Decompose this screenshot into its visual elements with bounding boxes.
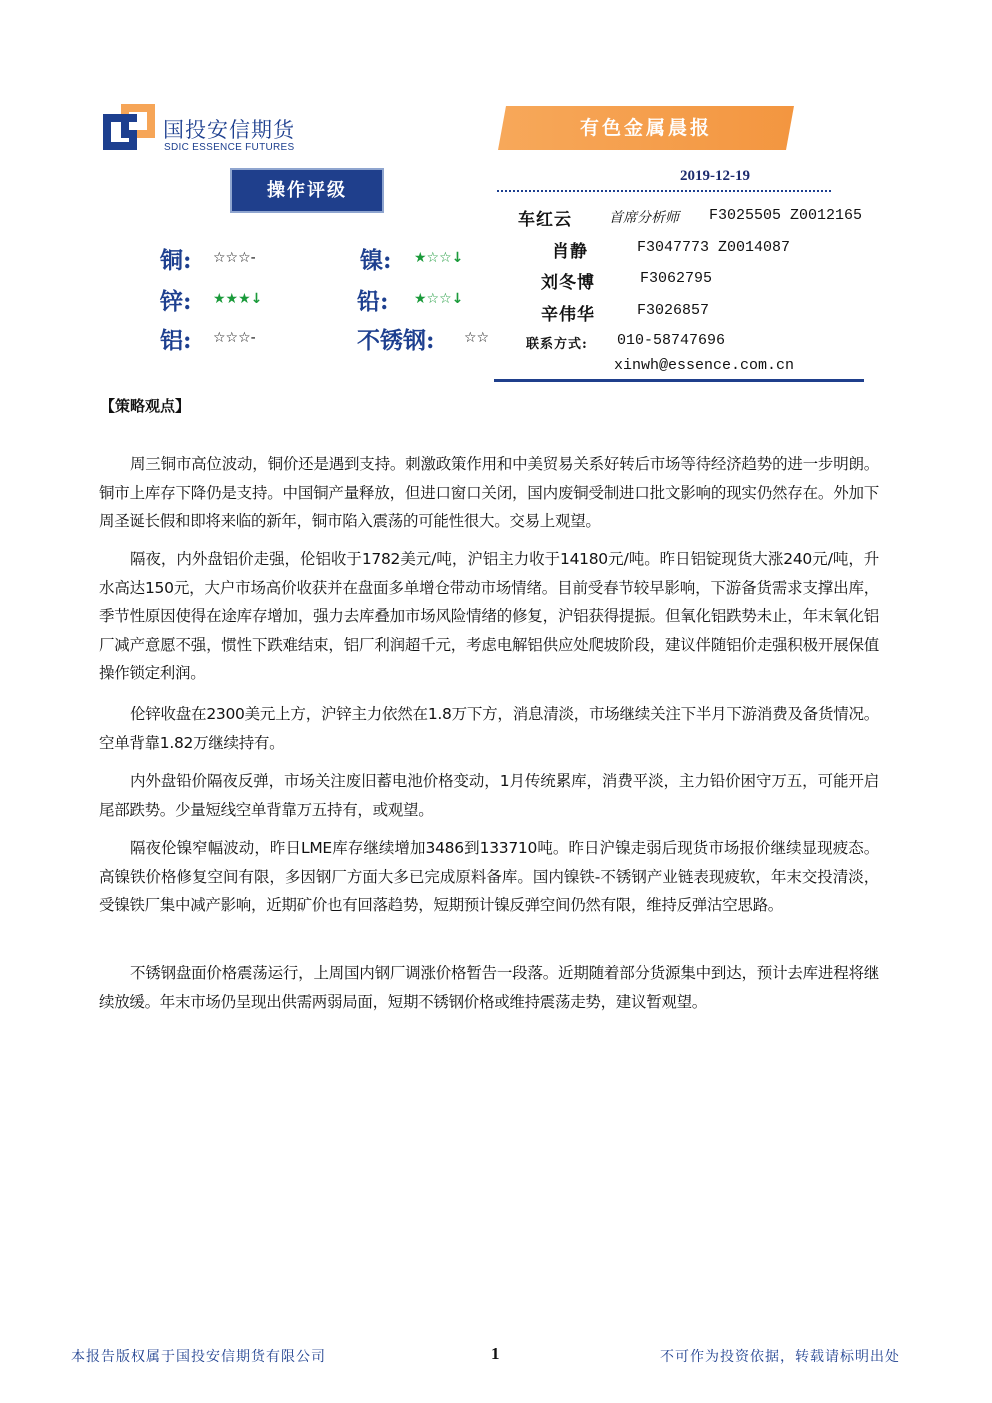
metal-lead-rating — [414, 291, 463, 307]
paragraph-aluminum: 隔夜，内外盘铝价走强，伦铝收于1782美元/吨，沪铝主力收于14180元/吨。昨日铝锭现货大涨240元/吨，升水高达150元，大户市场高价收获并在盘面多单增仓带动市场情绪。目前受春节较早影响，下游备货需求支撑出库，季节性原因使得在途库存增加，强力去库叠加市场风险情绪的修复，沪铝获得提振。但氧化铝跌势未止，年末氧化铝厂减产意愿不强，惯性下跌难结束，铝厂利润超千元，考虑电解铝供应处爬坡阶段，建议伴随铝价走强积极开展保值操作锁定利润。 — [99, 550, 879, 682]
report-banner — [498, 106, 794, 150]
contact-email[interactable]: xinwh@essence.com.cn — [614, 357, 795, 374]
contact-label: 联系方式: — [526, 337, 588, 352]
metal-stainless-rating — [464, 330, 492, 346]
rating-symbol: ↓ — [250, 291, 263, 307]
rating-symbol: ★☆☆ — [414, 250, 452, 266]
dotted-divider — [497, 190, 831, 192]
rating-symbol: ☆☆☆ — [213, 250, 251, 266]
metal-aluminum-label: 铝: — [160, 327, 192, 354]
metal-copper-label: 铜: — [160, 247, 192, 274]
metal-nickel-label: 镍: — [360, 247, 392, 274]
logo-english-name: SDIC ESSENCE FUTURES — [164, 142, 295, 153]
rating-symbol: ↓ — [451, 291, 464, 307]
metal-lead-label: 铅: — [357, 288, 389, 315]
rating-symbol: ☆☆☆ — [213, 330, 251, 346]
footer-disclaimer: 不可作为投资依据，转载请标明出处 — [660, 1349, 900, 1365]
analyst-license: F3025505 Z0012165 — [709, 207, 863, 224]
paragraph-lead: 内外盘铅价隔夜反弹，市场关注废旧蓄电池价格变动，1月传统累库，消费平淡，主力铅价困守万五，可能开启尾部跌势。少量短线空单背靠万五持有，或观望。 — [99, 772, 879, 819]
rating-label-box: 操作评级 — [230, 168, 384, 213]
analyst-license: F3047773 Z0014087 — [637, 239, 791, 256]
rating-symbol: ↓ — [451, 250, 464, 266]
contact-phone: 010-58747696 — [617, 332, 726, 349]
rating-symbol: ★★★ — [213, 291, 251, 307]
report-date: 2019-12-19 — [680, 168, 750, 184]
metal-stainless-label: 不锈钢: — [357, 327, 435, 354]
metal-aluminum-rating — [213, 330, 256, 346]
paragraph-nickel: 隔夜伦镍窄幅波动，昨日LME库存继续增加3486到133710吨。昨日沪镍走弱后现货市场报价继续显现疲态。高镍铁价格修复空间有限，多因钢厂方面大多已完成原料备库。国内镍铁-不锈钢产业链表现疲软，年末交投清淡，受镍铁厂集中减产影响，近期矿价也有回落趋势，短期预计镍反弹空间仍然有限，维持反弹沽空思路。 — [99, 839, 879, 914]
analyst-license: F3026857 — [637, 302, 710, 319]
logo-mark-icon — [103, 104, 155, 152]
analyst-name: 辛伟华 — [541, 305, 595, 325]
company-logo — [103, 104, 313, 156]
logo-chinese-name: 国投安信期货 — [163, 118, 295, 142]
analyst-name: 刘冬博 — [541, 273, 595, 293]
rating-symbol: - — [250, 330, 256, 346]
rating-symbol: ☆☆ — [464, 330, 490, 346]
paragraph-copper: 周三铜市高位波动，铜价还是遇到支持。刺激政策作用和中美贸易关系好转后市场等待经济趋势的进一步明朗。铜市上库存下降仍是支持。中国铜产量释放，但进口窗口关闭，国内废铜受制进口批文影响的现实仍然存在。外加下周圣诞长假和即将来临的新年，铜市陷入震荡的可能性很大。交易上观望。 — [99, 455, 879, 530]
report-title: 有色金属晨报 — [579, 117, 712, 139]
paragraph-zinc: 伦锌收盘在2300美元上方，沪锌主力依然在1.8万下方，消息清淡，市场继续关注下半月下游消费及备货情况。空单背靠1.82万继续持有。 — [99, 705, 879, 752]
rating-symbol: - — [250, 250, 256, 266]
metal-zinc-label: 锌: — [160, 288, 192, 315]
analyst-name: 肖静 — [552, 242, 588, 262]
header-separator — [494, 379, 864, 382]
metal-zinc-rating — [213, 291, 262, 307]
metal-nickel-rating — [414, 250, 463, 266]
paragraph-stainless: 不锈钢盘面价格震荡运行，上周国内钢厂调涨价格暂告一段落。近期随着部分货源集中到达，预计去库进程将继续放缓。年末市场仍呈现出供需两弱局面，短期不锈钢价格或维持震荡走势，建议暂观望。 — [99, 964, 879, 1011]
analyst-name: 车红云 — [518, 210, 572, 230]
footer-copyright: 本报告版权属于国投安信期货有限公司 — [71, 1349, 326, 1365]
metal-copper-rating — [213, 250, 256, 266]
section-title: 【策略观点】 — [100, 397, 191, 415]
rating-symbol: ★☆☆ — [414, 291, 452, 307]
page-number: 1 — [491, 1344, 500, 1363]
analyst-license: F3062795 — [640, 270, 713, 287]
analyst-title: 首席分析师 — [609, 210, 679, 226]
